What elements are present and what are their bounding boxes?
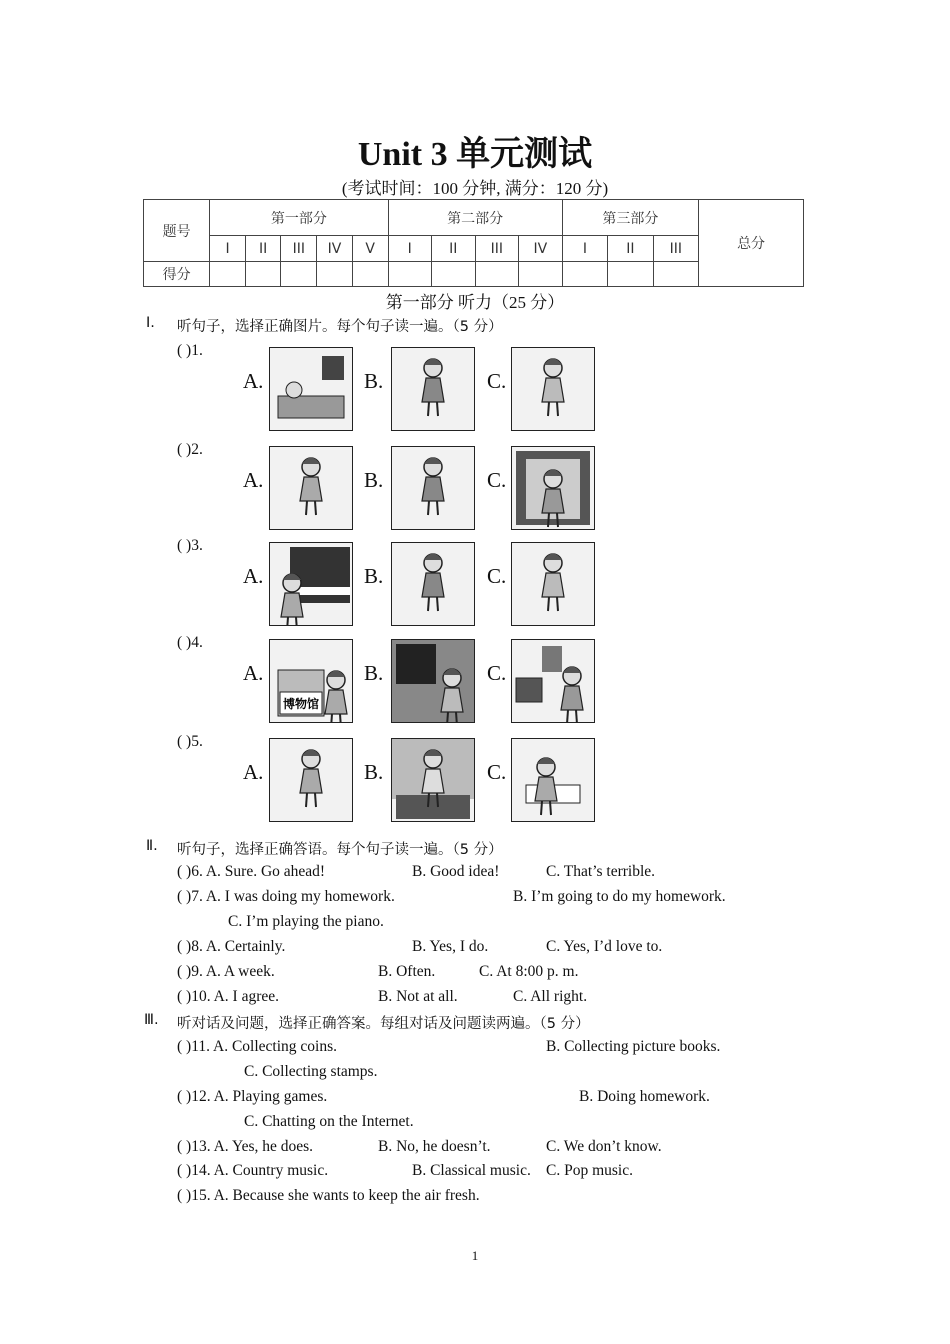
question-7-option-b: B. I’m going to do my homework.	[513, 888, 726, 905]
option-label: A.	[243, 468, 264, 492]
picture-question-number: ( )5.	[177, 733, 203, 750]
part3-header: 第三部分	[562, 200, 698, 236]
option-label: B.	[364, 564, 384, 588]
score-cell[interactable]	[245, 262, 281, 287]
option-label: C.	[487, 760, 507, 784]
col-header: II	[431, 236, 475, 262]
question-14: ( )14. A. Country music.	[177, 1162, 329, 1179]
question-6-option-c: C. That’s terrible.	[546, 863, 656, 880]
question-13: ( )13. A. Yes, he does.	[177, 1138, 314, 1155]
person-watching-tv-image	[511, 639, 595, 723]
question-14-option-c: C. Pop music.	[546, 1162, 633, 1179]
girl-playing-violin-image	[391, 542, 475, 626]
score-cell[interactable]	[653, 262, 699, 287]
score-cell[interactable]	[388, 262, 431, 287]
col-header: III	[653, 236, 699, 262]
option-label: A.	[243, 661, 264, 685]
score-cell[interactable]	[519, 262, 563, 287]
part-heading: 第一部分 听力（25 分）	[385, 293, 565, 312]
question-11: ( )11. A. Collecting coins.	[177, 1038, 338, 1055]
girl-opening-window-image	[511, 446, 595, 530]
question-9: ( )9. A. A week.	[177, 963, 275, 980]
question-10-option-b: B. Not at all.	[378, 988, 458, 1005]
section1-numeral: Ⅰ.	[146, 315, 155, 331]
section3-numeral: Ⅲ.	[144, 1012, 159, 1028]
part2-header: 第二部分	[388, 200, 562, 236]
question-12-option-c: C. Chatting on the Internet.	[244, 1113, 414, 1130]
col-header: III	[475, 236, 519, 262]
col-header: I	[210, 236, 246, 262]
question-7: ( )7. A. I was doing my homework.	[177, 888, 395, 905]
score-cell[interactable]	[475, 262, 519, 287]
picture-question-number: ( )3.	[177, 537, 203, 554]
col-header: IV	[519, 236, 563, 262]
girl-dancing-on-stage-image	[391, 738, 475, 822]
score-row-label: 得分	[144, 262, 210, 287]
section2-numeral: Ⅱ.	[146, 838, 158, 854]
girl-playing-zither-image	[511, 542, 595, 626]
page-number: 1	[471, 1248, 479, 1263]
option-label: A.	[243, 564, 264, 588]
option-label: B.	[364, 760, 384, 784]
score-cell[interactable]	[352, 262, 388, 287]
option-label: C.	[487, 468, 507, 492]
museum-sign: 博物馆	[282, 697, 320, 711]
score-cell[interactable]	[210, 262, 246, 287]
total-header: 总分	[699, 200, 804, 287]
question-6: ( )6. A. Sure. Go ahead!	[177, 863, 326, 880]
picture-question-number: ( )4.	[177, 634, 203, 651]
score-cell[interactable]	[431, 262, 475, 287]
col-header: I	[562, 236, 607, 262]
score-cell[interactable]	[608, 262, 653, 287]
question-9-option-b: B. Often.	[378, 963, 436, 980]
question-14-option-b: B. Classical music.	[412, 1162, 531, 1179]
col-header: I	[388, 236, 431, 262]
exam-title: Unit 3 单元测试	[357, 136, 593, 173]
question-11-option-b: B. Collecting picture books.	[546, 1038, 721, 1055]
question-7-option-c: C. I’m playing the piano.	[228, 913, 384, 930]
question-13-option-b: B. No, he doesn’t.	[378, 1138, 491, 1155]
col-header: III	[281, 236, 317, 262]
man-shivering-cold-image	[391, 347, 475, 431]
person-watching-movie-image	[391, 639, 475, 723]
picture-question-number: ( )1.	[177, 342, 203, 359]
question-13-option-c: C. We don’t know.	[546, 1138, 662, 1155]
part1-header: 第一部分	[210, 200, 388, 236]
score-cell[interactable]	[562, 262, 607, 287]
question-number-header: 题号	[144, 200, 210, 262]
question-8: ( )8. A. Certainly.	[177, 938, 286, 955]
score-table	[143, 199, 804, 287]
option-label: B.	[364, 661, 384, 685]
girl-sweeping-floor-image	[269, 446, 353, 530]
question-11-option-c: C. Collecting stamps.	[244, 1063, 378, 1080]
col-header: II	[608, 236, 653, 262]
question-10-option-c: C. All right.	[513, 988, 588, 1005]
section2-instruction: 听句子，选择正确答语。每个句子读一遍。（5 分）	[177, 842, 503, 858]
question-15: ( )15. A. Because she wants to keep the air fresh.	[177, 1187, 480, 1204]
option-label: A.	[243, 760, 264, 784]
option-label: C.	[487, 564, 507, 588]
option-label: C.	[487, 369, 507, 393]
question-8-option-b: B. Yes, I do.	[412, 938, 489, 955]
option-label: B.	[364, 369, 384, 393]
section1-instruction: 听句子，选择正确图片。每个句子读一遍。（5 分）	[177, 319, 503, 335]
exam-subtitle: (考试时间：100 分钟, 满分：120 分)	[341, 179, 609, 198]
boy-at-museum-image	[269, 639, 353, 723]
score-cell[interactable]	[317, 262, 353, 287]
girl-at-messy-desk-image	[391, 446, 475, 530]
girl-reading-book-image	[511, 738, 595, 822]
question-9-option-c: C. At 8:00 p. m.	[479, 963, 579, 980]
question-12-option-b: B. Doing homework.	[579, 1088, 710, 1105]
woman-singing-image	[269, 738, 353, 822]
option-label: C.	[487, 661, 507, 685]
question-10: ( )10. A. I agree.	[177, 988, 279, 1005]
boy-thinking-image	[511, 347, 595, 431]
question-6-option-b: B. Good idea!	[412, 863, 500, 880]
picture-question-number: ( )2.	[177, 441, 203, 458]
option-label: B.	[364, 468, 384, 492]
col-header: IV	[317, 236, 353, 262]
option-label: A.	[243, 369, 264, 393]
score-cell[interactable]	[281, 262, 317, 287]
girl-sick-in-bed-image	[269, 347, 353, 431]
question-8-option-c: C. Yes, I’d love to.	[546, 938, 663, 955]
col-header: II	[245, 236, 281, 262]
col-header: V	[352, 236, 388, 262]
boy-playing-piano-image	[269, 542, 353, 626]
question-12: ( )12. A. Playing games.	[177, 1088, 328, 1105]
section3-instruction: 听对话及问题，选择正确答案。每组对话及问题读两遍。（5 分）	[177, 1016, 590, 1032]
